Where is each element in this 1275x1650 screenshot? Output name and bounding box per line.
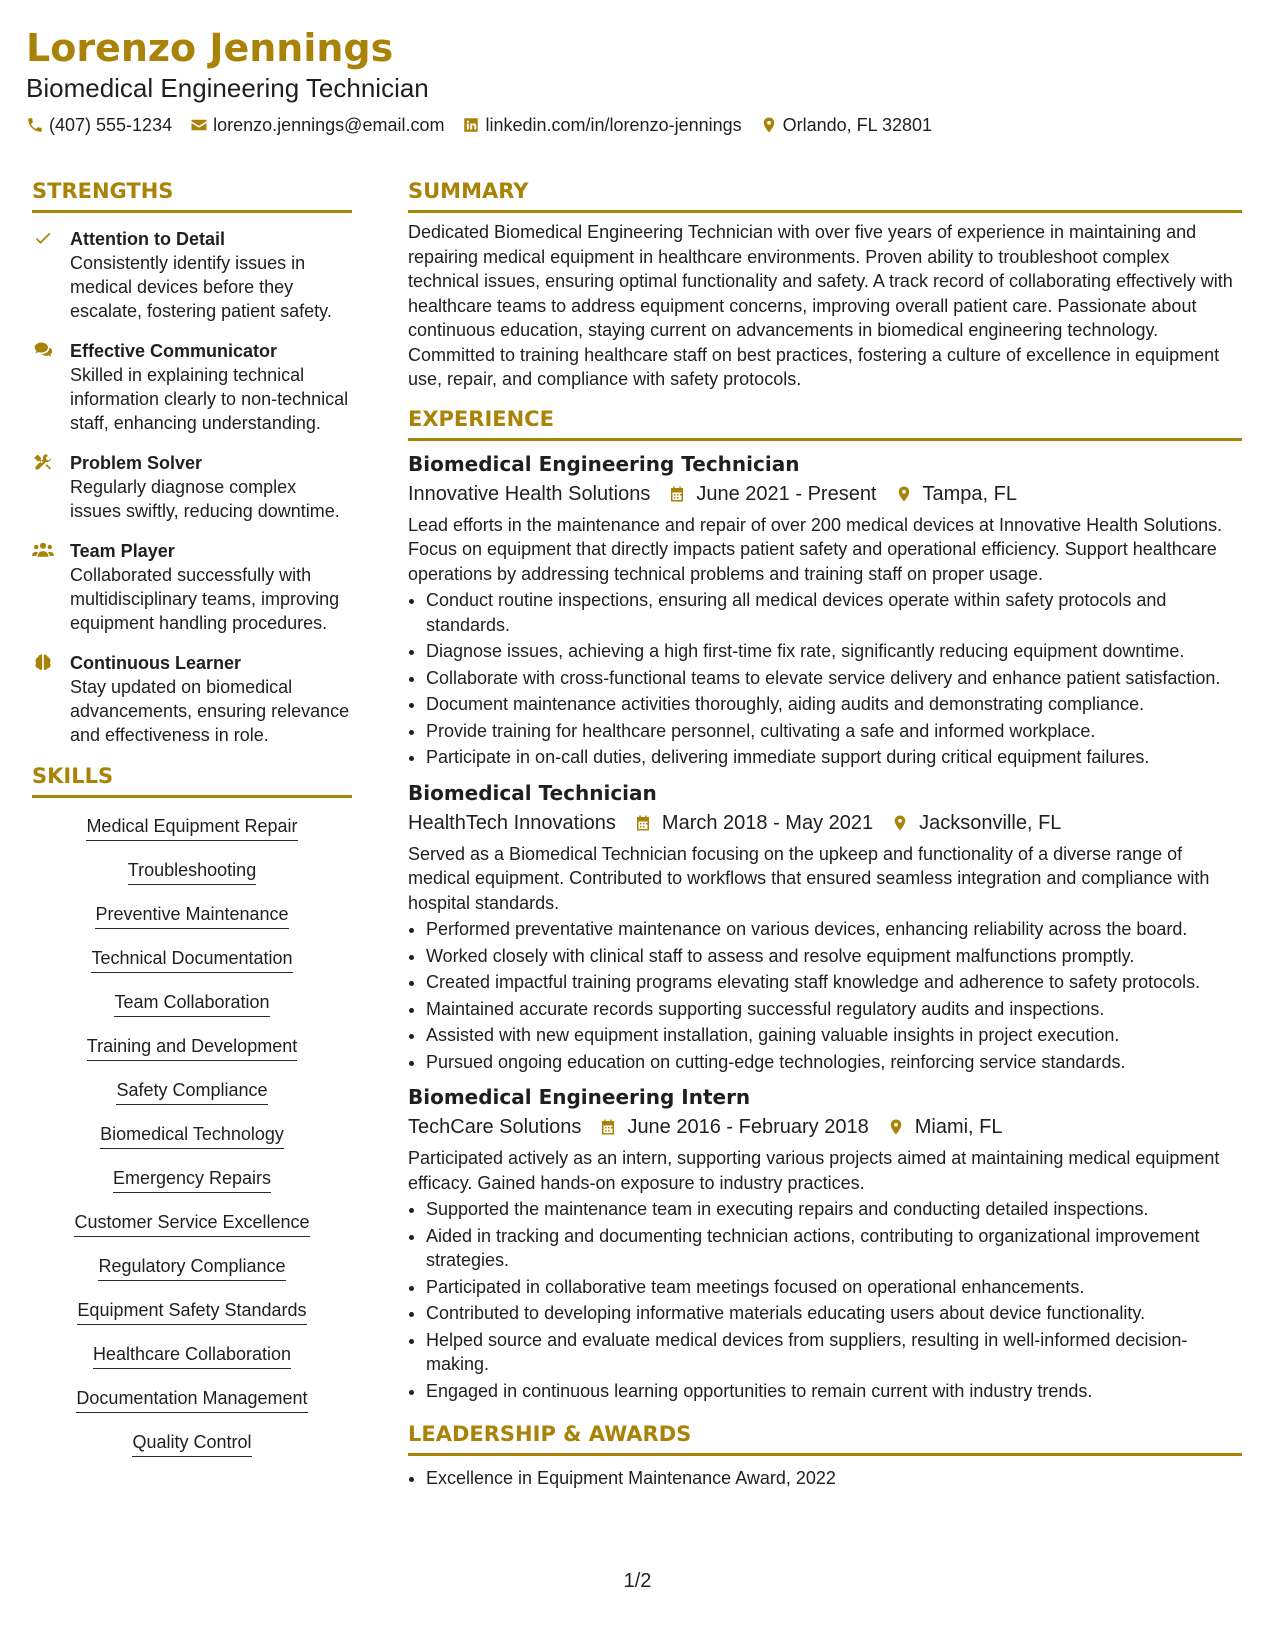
leadership-list (408, 1466, 1242, 1491)
skill-tag: Team Collaboration (114, 990, 269, 1017)
candidate-name: Lorenzo Jennings (26, 26, 394, 70)
leadership-heading: LEADERSHIP & AWARDS (408, 1421, 1242, 1456)
skill-tag: Customer Service Excellence (74, 1210, 309, 1237)
job-meta (408, 809, 1242, 837)
resume-header (26, 24, 1249, 137)
map-pin-icon (760, 116, 778, 134)
skill-tag: Equipment Safety Standards (77, 1298, 306, 1325)
skill-tag: Technical Documentation (91, 946, 292, 973)
comments-icon (32, 340, 54, 360)
strength-item (32, 539, 352, 635)
linkedin-icon (462, 116, 480, 134)
job-description: Participated actively as an intern, supporting various projects aimed at maintaining medical equipment efficacy. Gained hands-on exposure to industry practices. (408, 1148, 1220, 1193)
contact-location (760, 113, 932, 137)
list-item: • Collaborate with cross-functional teams to elevate service delivery and enhance patient satisfaction. (426, 666, 1242, 691)
skill-tag: Biomedical Technology (100, 1122, 284, 1149)
skills-heading: SKILLS (32, 763, 352, 798)
summary-text: Dedicated Biomedical Engineering Technician with over five years of experience in maintaining and repairing medical equipment in healthcare environments. Proven ability to troubleshoot complex technical issues, ensuring optimal functionality and safety. A track record of collaborating effectively with healthcare teams to address equipment concerns, improving overall patient care. Passionate about continuous education, staying current on advancements in biomedical engineering technology. Committed to training healthcare staff on best practices, fostering a culture of excellence in equipment use, repair, and compliance with safety protocols. (408, 222, 1233, 389)
job-dates: June 2021 - Present (696, 482, 877, 505)
strength-title: Effective Communicator (70, 341, 278, 361)
job-bullets (408, 588, 1242, 770)
list-item: • Worked closely with clinical staff to assess and resolve equipment malfunctions promptly. (426, 944, 1242, 969)
map-pin-icon (891, 813, 909, 833)
contact-bar (26, 113, 1249, 137)
job-entry (408, 450, 1242, 770)
skill-tag: Safety Compliance (116, 1078, 267, 1105)
job-description: Served as a Biomedical Technician focusing on the upkeep and functionality of a diverse range of medical equipment. Contributed to workflows that ensured seamless integration and compliance with hospital standards. (408, 843, 1210, 913)
job-company: Innovative Health Solutions (408, 482, 651, 505)
job-title: Biomedical Technician (408, 780, 657, 805)
skill-tag: Healthcare Collaboration (93, 1342, 291, 1369)
strength-item (32, 451, 352, 523)
skill-tag: Training and Development (87, 1034, 297, 1061)
contact-email[interactable] (190, 113, 444, 137)
strength-desc: Collaborated successfully with multidisciplinary teams, improving equipment handling procedures. (70, 565, 340, 633)
list-item: • Assisted with new equipment installation, gaining valuable insights in project execution. (426, 1023, 1242, 1048)
list-item: • Performed preventative maintenance on various devices, enhancing reliability across the board. (426, 917, 1242, 942)
job-company: HealthTech Innovations (408, 811, 616, 834)
strength-title: Team Player (70, 541, 175, 561)
map-pin-icon (895, 484, 913, 504)
strength-desc: Consistently identify issues in medical devices before they escalate, fostering patient safety. (70, 253, 332, 321)
list-item: • Maintained accurate records supporting successful regulatory audits and inspections. (426, 997, 1242, 1022)
strength-title: Attention to Detail (70, 229, 225, 249)
list-item: • Document maintenance activities thoroughly, aiding audits and demonstrating compliance. (426, 692, 1242, 717)
users-icon (32, 540, 54, 560)
job-description: Lead efforts in the maintenance and repair of over 200 medical devices at Innovative Health Solutions. Focus on equipment that directly impacts patient safety and operational efficiency. Support healthcare operations by addressing technical problems and training staff on proper usage. (408, 514, 1223, 584)
phone-icon (26, 116, 44, 134)
job-bullets (408, 1197, 1242, 1403)
job-meta (408, 480, 1242, 508)
job-dates: June 2016 - February 2018 (627, 1116, 869, 1138)
strength-desc: Stay updated on biomedical advancements, ensuring relevance and effectiveness in role. (70, 677, 350, 745)
right-column (408, 178, 1242, 1493)
skill-tag: Quality Control (132, 1430, 251, 1457)
contact-location-text: Orlando, FL 32801 (782, 115, 933, 135)
list-item: • Excellence in Equipment Maintenance Award, 2022 (426, 1466, 1242, 1491)
job-bullets (408, 917, 1242, 1074)
strength-item (32, 339, 352, 435)
calendar-icon (634, 813, 652, 833)
strength-item (32, 651, 352, 747)
job-entry (408, 779, 1242, 1075)
list-item: • Participate in on-call duties, delivering immediate support during critical equipment failures. (426, 745, 1242, 770)
strength-title: Problem Solver (70, 453, 203, 473)
strength-item (32, 227, 352, 323)
list-item: • Contributed to developing informative materials educating users about device functionality. (426, 1301, 1242, 1326)
skill-tag: Regulatory Compliance (98, 1254, 285, 1281)
contact-email-text: lorenzo.jennings@email.com (213, 115, 445, 135)
job-location: Miami, FL (914, 1116, 1003, 1138)
summary-heading: SUMMARY (408, 178, 1242, 213)
list-item: • Diagnose issues, achieving a high first-time fix rate, significantly reducing equipment downtime. (426, 639, 1242, 664)
skill-tag: Emergency Repairs (113, 1166, 271, 1193)
calendar-icon (599, 1117, 617, 1137)
list-item: • Participated in collaborative team meetings focused on operational enhancements. (426, 1275, 1242, 1300)
candidate-title: Biomedical Engineering Technician (26, 73, 429, 103)
page-number: 1/2 (623, 1570, 652, 1592)
skill-tag: Troubleshooting (128, 858, 256, 885)
contact-phone[interactable] (26, 113, 172, 137)
list-item: • Aided in tracking and documenting technician actions, contributing to organizational improvement strategies. (426, 1224, 1242, 1273)
job-company: TechCare Solutions (408, 1116, 582, 1138)
skills-list (32, 814, 352, 1474)
job-meta (408, 1113, 1242, 1141)
contact-linkedin[interactable] (462, 113, 741, 137)
list-item: • Engaged in continuous learning opportunities to remain current with industry trends. (426, 1379, 1242, 1404)
job-title: Biomedical Engineering Technician (408, 451, 800, 476)
brain-icon (32, 652, 54, 672)
leadership-section (408, 1466, 1242, 1491)
skill-tag: Preventive Maintenance (95, 902, 288, 929)
list-item: • Created impactful training programs elevating staff knowledge and adherence to safety protocols. (426, 970, 1242, 995)
list-item: • Conduct routine inspections, ensuring all medical devices operate within safety protocols and standards. (426, 588, 1242, 637)
calendar-icon (668, 484, 686, 504)
experience-heading: EXPERIENCE (408, 406, 1242, 441)
list-item: • Provide training for healthcare personnel, cultivating a safe and informed workplace. (426, 719, 1242, 744)
contact-linkedin-text: linkedin.com/in/lorenzo-jennings (485, 115, 742, 135)
job-entry (408, 1083, 1242, 1403)
strength-title: Continuous Learner (70, 653, 242, 673)
list-item: • Supported the maintenance team in executing repairs and conducting detailed inspections. (426, 1197, 1242, 1222)
left-column (32, 178, 352, 1474)
strength-desc: Skilled in explaining technical information clearly to non-technical staff, enhancing understanding. (70, 365, 349, 433)
check-icon (32, 228, 54, 248)
strength-desc: Regularly diagnose complex issues swiftly, reducing downtime. (70, 477, 340, 521)
job-location: Tampa, FL (922, 482, 1017, 505)
tools-icon (32, 452, 54, 472)
job-location: Jacksonville, FL (919, 811, 1062, 834)
list-item: • Pursued ongoing education on cutting-edge technologies, reinforcing service standards. (426, 1050, 1242, 1075)
strengths-heading: STRENGTHS (32, 178, 352, 213)
strengths-list (32, 227, 352, 747)
list-item: • Helped source and evaluate medical devices from suppliers, resulting in well-informed decision-making. (426, 1328, 1242, 1377)
job-dates: March 2018 - May 2021 (661, 811, 874, 834)
job-title: Biomedical Engineering Intern (408, 1085, 751, 1109)
skill-tag: Documentation Management (76, 1386, 307, 1413)
map-pin-icon (887, 1117, 905, 1137)
envelope-icon (190, 116, 208, 134)
skill-tag: Medical Equipment Repair (86, 814, 297, 841)
contact-phone-text: (407) 555-1234 (49, 115, 173, 135)
